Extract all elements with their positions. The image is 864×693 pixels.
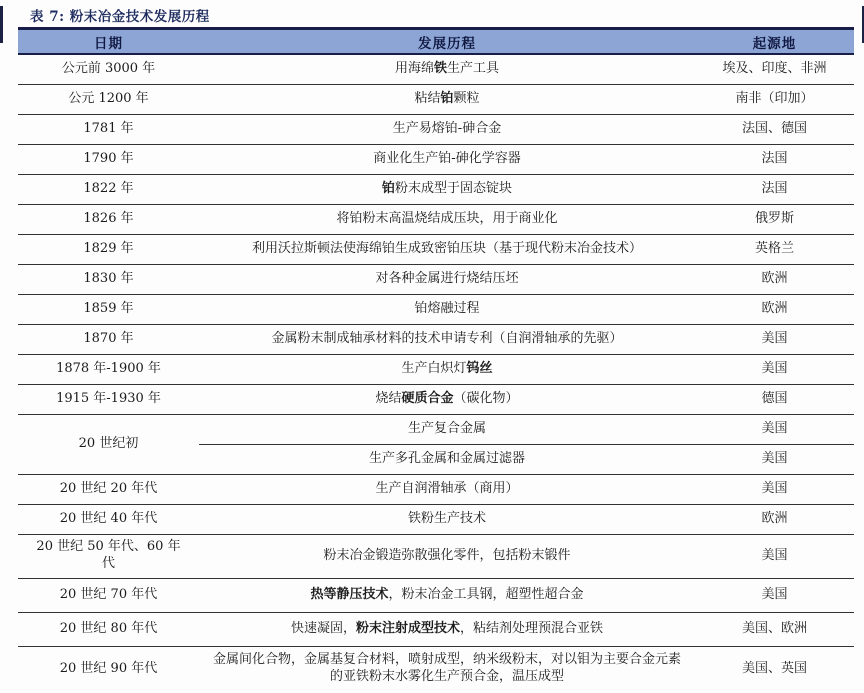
- table-row: [18, 294, 854, 324]
- event-text: 生产多孔金属和金属过滤器: [368, 450, 525, 466]
- event-text: 金属粉末制成轴承材料的技术申请专利（自润滑轴承的先驱）: [271, 330, 623, 346]
- event-cell: [199, 204, 695, 234]
- event-text-bold: 热等静压技术: [310, 586, 389, 602]
- date-cell: 1829 年: [18, 234, 199, 264]
- date-cell: 20 世纪 20 年代: [18, 474, 199, 504]
- table-row: [18, 264, 854, 294]
- event-cell: [199, 474, 695, 504]
- event-text: 商业化生产铂-砷化学容器: [373, 150, 521, 166]
- date-cell: 1859 年: [18, 294, 199, 324]
- origin-cell: 美国: [695, 444, 854, 474]
- event-text: 生产工具: [447, 60, 500, 76]
- header-row: [18, 29, 854, 55]
- date-cell: 1870 年: [18, 324, 199, 354]
- origin-cell: 南非（印加）: [695, 84, 854, 114]
- origin-cell: 美国、欧洲: [695, 612, 854, 646]
- event-text-bold: 铁: [433, 60, 447, 76]
- event-cell: [199, 294, 695, 324]
- event-cell: [199, 324, 695, 354]
- event-cell: [199, 444, 695, 474]
- event-text: 将铂粉末高温烧结成压块，用于商业化: [336, 210, 558, 226]
- date-cell: 20 世纪 50 年代、60 年代: [18, 534, 199, 578]
- date-cell: 公元 1200 年: [18, 84, 199, 114]
- event-cell: [199, 264, 695, 294]
- origin-cell: 美国: [695, 474, 854, 504]
- event-cell: [199, 174, 695, 204]
- table-row: [18, 414, 854, 444]
- date-cell: 20 世纪 70 年代: [18, 578, 199, 612]
- event-cell: [199, 84, 695, 114]
- event-cell: [199, 646, 695, 692]
- event-text: 颗粒: [453, 90, 480, 106]
- event-text: 金属间化合物，金属基复合材料，喷射成型，纳米级粉末，对以钼为主要合金元素的亚铁粉末水雾化生产预合金，温压成型: [212, 652, 681, 685]
- event-text: 快速凝固，: [290, 620, 356, 636]
- origin-cell: 美国: [695, 534, 854, 578]
- origin-cell: 欧洲: [695, 504, 854, 534]
- date-cell: 20 世纪 80 年代: [18, 612, 199, 646]
- left-edge-artifact: [0, 6, 3, 43]
- event-text: 生产复合金属: [407, 420, 486, 436]
- event-text: ，粉末冶金工具钢，超塑性超合金: [388, 586, 584, 602]
- event-text: 生产易熔铂-砷合金: [392, 120, 502, 136]
- event-text-bold: 钨丝: [466, 360, 493, 376]
- event-text-bold: 粉末注射成型技术: [355, 620, 460, 636]
- origin-cell: 法国: [695, 144, 854, 174]
- event-text: 对各种金属进行烧结压坯: [375, 270, 519, 286]
- origin-cell: 美国: [695, 414, 854, 444]
- table-row: [18, 54, 854, 84]
- event-cell: [199, 234, 695, 264]
- table-row: [18, 324, 854, 354]
- event-text: 粉末成型于固态锭块: [395, 180, 513, 196]
- table-row: [18, 144, 854, 174]
- origin-cell: 埃及、印度、非洲: [695, 54, 854, 84]
- event-text: 用海绵: [394, 60, 434, 76]
- origin-cell: 法国: [695, 174, 854, 204]
- origin-cell: 欧洲: [695, 264, 854, 294]
- origin-cell: 欧洲: [695, 294, 854, 324]
- date-cell: 20 世纪 40 年代: [18, 504, 199, 534]
- table-title: 表 7: 粉末冶金技术发展历程: [30, 9, 210, 25]
- event-cell: [199, 54, 695, 84]
- event-cell: [199, 612, 695, 646]
- event-text: （碳化物）: [453, 390, 519, 406]
- event-text: 粉末冶金锻造弥散强化零件，包括粉末锻件: [323, 547, 571, 563]
- event-text: 利用沃拉斯顿法使海绵铂生成致密铂压块（基于现代粉末冶金技术）: [251, 240, 642, 256]
- origin-cell: 美国: [695, 354, 854, 384]
- header-origin: 起源地: [695, 29, 854, 55]
- origin-cell: 美国: [695, 324, 854, 354]
- date-cell: 1781 年: [18, 114, 199, 144]
- event-text: 生产自润滑轴承（商用）: [375, 480, 519, 496]
- event-text: 铂熔融过程: [414, 300, 480, 316]
- origin-cell: 俄罗斯: [695, 204, 854, 234]
- table-row: [18, 354, 854, 384]
- date-cell: 1878 年-1900 年: [18, 354, 199, 384]
- table-row: [18, 578, 854, 612]
- event-text: 粘结: [414, 90, 441, 106]
- event-cell: [199, 384, 695, 414]
- date-cell: 20 世纪初: [18, 414, 199, 474]
- table-row: [18, 174, 854, 204]
- table-row: [18, 84, 854, 114]
- event-cell: [199, 534, 695, 578]
- origin-cell: 美国: [695, 578, 854, 612]
- table-row: [18, 612, 854, 646]
- table-row: [18, 384, 854, 414]
- event-cell: [199, 414, 695, 444]
- header-event: 发展历程: [199, 29, 695, 55]
- origin-cell: 英格兰: [695, 234, 854, 264]
- event-text-bold: 铂: [440, 90, 454, 106]
- date-cell: 1830 年: [18, 264, 199, 294]
- date-cell: 公元前 3000 年: [18, 54, 199, 84]
- table-row: [18, 534, 854, 578]
- event-cell: [199, 144, 695, 174]
- development-history-table: [18, 27, 854, 692]
- event-text: ，粘结剂处理预混合亚铁: [460, 620, 604, 636]
- origin-cell: 美国、英国: [741, 660, 807, 676]
- origin-cell: 德国: [695, 384, 854, 414]
- table-row: [18, 204, 854, 234]
- event-cell: [199, 354, 695, 384]
- table-row: [18, 114, 854, 144]
- event-text: 铁粉生产技术: [407, 510, 486, 526]
- date-cell: 1826 年: [18, 204, 199, 234]
- date-cell: 1915 年-1930 年: [18, 384, 199, 414]
- date-cell: 1790 年: [18, 144, 199, 174]
- header-date: 日期: [18, 29, 199, 55]
- event-cell: [199, 504, 695, 534]
- date-cell: 20 世纪 90 年代: [59, 660, 158, 676]
- table-row: [18, 234, 854, 264]
- table-row: [18, 504, 854, 534]
- event-cell: [199, 578, 695, 612]
- origin-cell: 法国、德国: [695, 114, 854, 144]
- event-text: 生产白炽灯: [401, 360, 467, 376]
- event-cell: [199, 114, 695, 144]
- event-text: 烧结: [375, 390, 402, 406]
- table-row: [18, 646, 854, 692]
- table-row: [18, 474, 854, 504]
- event-text-bold: 硬质合金: [401, 390, 454, 406]
- event-text-bold: 铂: [381, 180, 395, 196]
- date-cell: 1822 年: [18, 174, 199, 204]
